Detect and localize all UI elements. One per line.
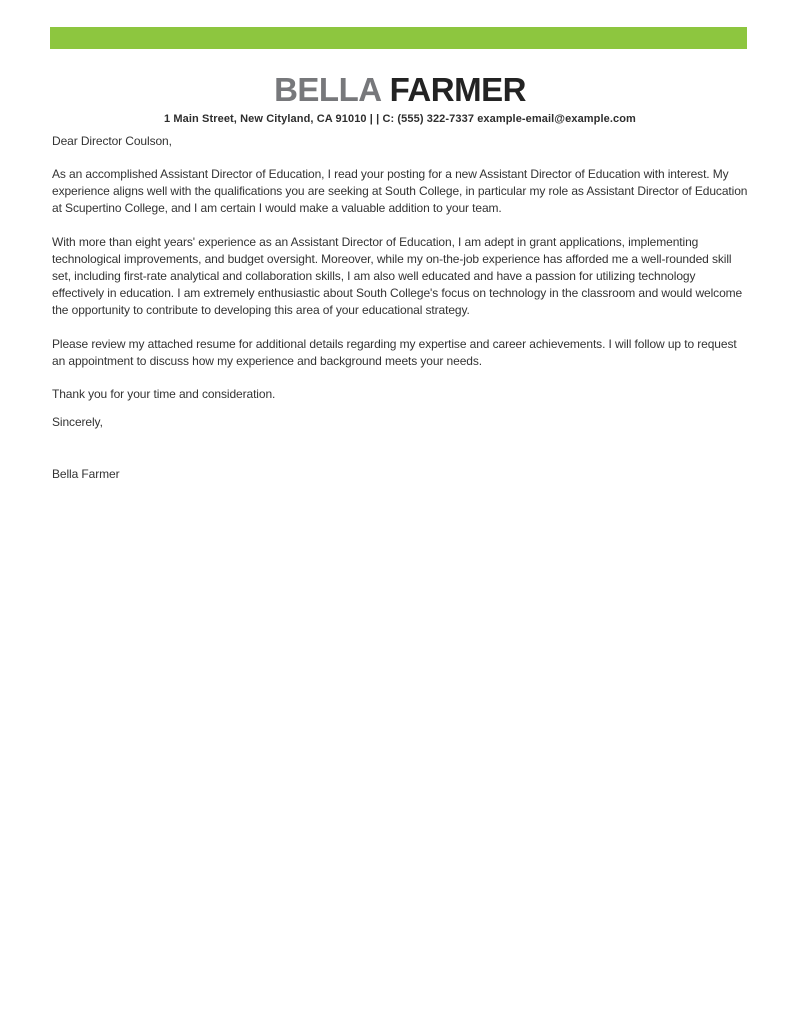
accent-bar: [50, 27, 747, 49]
body-paragraph-2: With more than eight years' experience as an Assistant Director of Education, I am adept in grant applications, implementing technological improvements, and budget oversight. Moreover, while my on-the-job experience has afforded me a well-rounded skill set, including first-rate analytical and collaboration skills, I am also well educated and have a passion for utilizing technology effectively in education. I am extremely enthusiastic about South College's focus on technology in the classroom and would welcome the opportunity to contribute to developing this area of your educational strategy.: [52, 235, 743, 317]
letter-body: [52, 133, 748, 483]
body-paragraph-1: As an accomplished Assistant Director of Education, I read your posting for a new Assistant Director of Education with interest. My experience aligns well with the qualifications you are seeking at South College, in particular my role as Assistant Director of Education at Scupertino College, and I am certain I would make a valuable addition to your team.: [52, 167, 748, 215]
name-first: BELLA: [274, 71, 382, 108]
name-last: FARMER: [389, 71, 526, 108]
greeting: Dear Director Coulson,: [52, 134, 172, 148]
page-title: [0, 72, 800, 108]
signature-name: Bella Farmer: [52, 467, 120, 481]
thanks-line: Thank you for your time and consideration.: [52, 387, 276, 401]
body-paragraph-3: Please review my attached resume for additional details regarding my expertise and career achievements. I will follow up to request an appointment to discuss how my experience and background meets your needs.: [52, 337, 737, 368]
closing-line: Sincerely,: [52, 415, 103, 429]
contact-line: 1 Main Street, New Cityland, CA 91010 | | C: (555) 322-7337 example-email@example.com: [164, 113, 636, 125]
